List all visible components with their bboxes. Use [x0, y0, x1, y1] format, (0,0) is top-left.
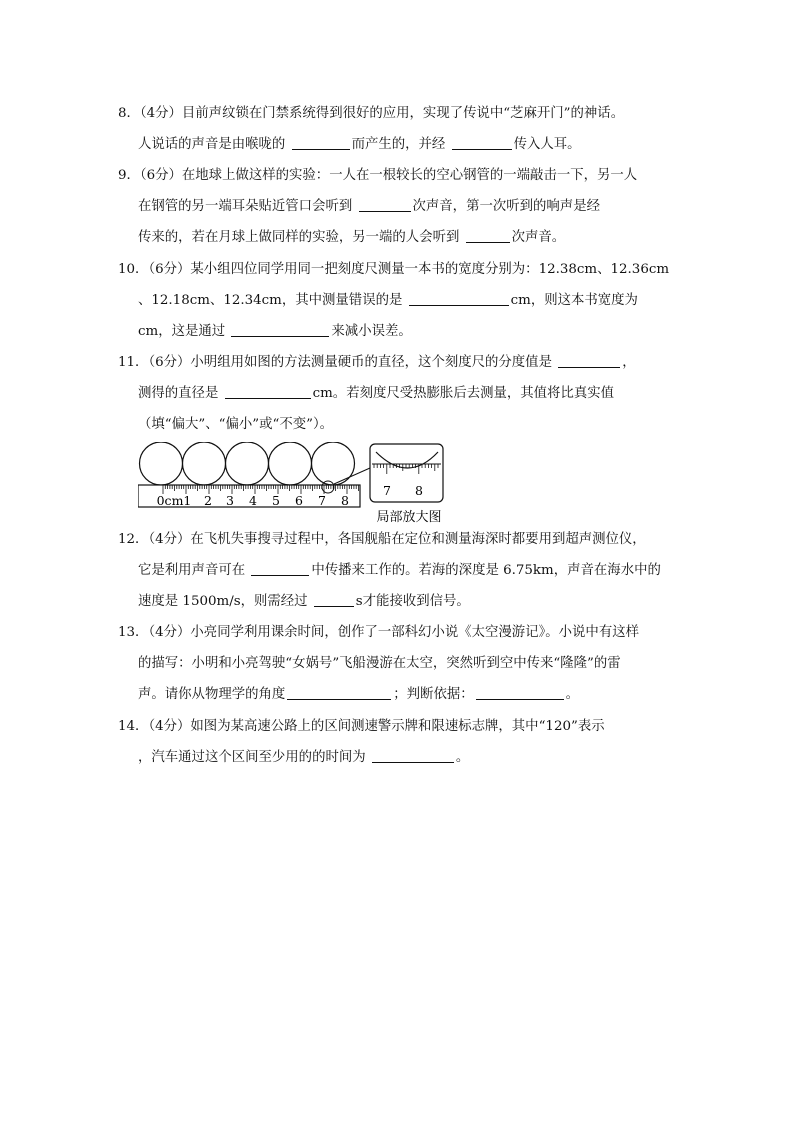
ruler-label: 4 [249, 493, 257, 508]
answer-blank[interactable] [292, 136, 350, 150]
q13-line-3: 声。请你从物理学的角度 ；判断依据： 。 [138, 687, 580, 702]
answer-blank[interactable] [558, 354, 620, 368]
question-14 [118, 711, 678, 773]
coin [269, 442, 312, 485]
q8-line-2: 人说话的声音是由喉咙的 而产生的，并经 传入人耳。 [138, 137, 581, 152]
q11-line-1: 11．（6分）小明组用如图的方法测量硬币的直径，这个刻度尺的分度值是 ， [118, 355, 636, 370]
question-9 [118, 160, 678, 253]
answer-blank[interactable] [231, 323, 329, 337]
answer-blank[interactable] [314, 593, 354, 607]
q10-line-1: 10．（6分）某小组四位同学用同一把刻度尺测量一本书的宽度分别为：12.38cm、12.36cm [118, 262, 670, 277]
q10-line-2: 、12.18cm、12.34cm，其中测量错误的是 cm，则这本书宽度为 [138, 293, 638, 308]
q10-line-3: cm，这是通过 来减小误差。 [138, 324, 412, 339]
figure-caption: 局部放大图 [376, 510, 442, 524]
q11-line-3: （填“偏大”、“偏小”或“不变”）。 [138, 417, 334, 432]
q14-line-2: ，汽车通过这个区间至少用的的时间为 。 [138, 750, 470, 765]
coin [183, 442, 226, 485]
ruler-label: 7 [318, 493, 326, 508]
answer-blank[interactable] [251, 562, 309, 576]
answer-blank[interactable] [372, 749, 454, 763]
ruler-label: 8 [341, 493, 349, 508]
zoom-box [370, 444, 443, 502]
ruler-label: 2 [204, 493, 212, 508]
coin-ruler-diagram [138, 442, 448, 524]
coin [140, 442, 183, 485]
question-13 [118, 617, 678, 710]
q12-line-2: 它是利用声音可在 中传播来工作的。若海的深度是 6.75km，声音在海水中的 [138, 563, 661, 578]
ruler-label: 5 [272, 493, 280, 508]
q12-line-1: 12．（4分）在飞机失事搜寻过程中，各国舰船在定位和测量海深时都要用到超声测位仪， [118, 532, 646, 547]
coin [312, 442, 355, 485]
answer-blank[interactable] [359, 198, 411, 212]
answer-blank[interactable] [287, 686, 391, 700]
q9-line-3: 传来的，若在月球上做同样的实验，另一端的人会听到 次声音。 [138, 230, 566, 245]
answer-blank[interactable] [452, 136, 512, 150]
zoom-label: 8 [415, 483, 423, 498]
ruler-label: 6 [295, 493, 303, 508]
question-11 [118, 347, 678, 440]
q13-line-1: 13．（4分）小亮同学利用课余时间，创作了一部科幻小说《太空漫游记》。小说中有这样 [118, 625, 639, 640]
answer-blank[interactable] [466, 229, 510, 243]
answer-blank[interactable] [476, 686, 564, 700]
zoom-label: 7 [383, 483, 391, 498]
q14-line-1: 14．（4分）如图为某高速公路上的区间测速警示牌和限速标志牌，其中“120”表示 [118, 719, 605, 734]
q11-line-2: 测得的直径是 cm。若刻度尺受热膨胀后去测量，其值将比真实值 [138, 386, 615, 401]
q9-line-1: 9．（6分）在地球上做这样的实验：一人在一根较长的空心钢管的一端敲击一下，另一人 [118, 168, 638, 183]
q8-line-1: 8．（4分）目前声纹锁在门禁系统得到很好的应用，实现了传说中“芝麻开门”的神话。 [118, 106, 625, 121]
ruler-label: 0cm1 [156, 493, 192, 508]
question-10 [118, 254, 678, 347]
q13-line-2: 的描写：小明和小亮驾驶“女娲号”飞船漫游在太空，突然听到空中传来“隆隆”的雷 [138, 656, 621, 671]
coin [226, 442, 269, 485]
ruler-label: 3 [226, 493, 234, 508]
answer-blank[interactable] [409, 292, 509, 306]
magnifier-line [334, 468, 370, 484]
question-12 [118, 524, 678, 617]
coin-ruler-figure [138, 442, 448, 524]
q9-line-2: 在钢管的另一端耳朵贴近管口会听到 次声音，第一次听到的响声是经 [138, 199, 600, 214]
answer-blank[interactable] [225, 385, 311, 399]
q12-line-3: 速度是 1500m/s，则需经过 s才能接收到信号。 [138, 594, 470, 609]
question-8 [118, 98, 678, 160]
